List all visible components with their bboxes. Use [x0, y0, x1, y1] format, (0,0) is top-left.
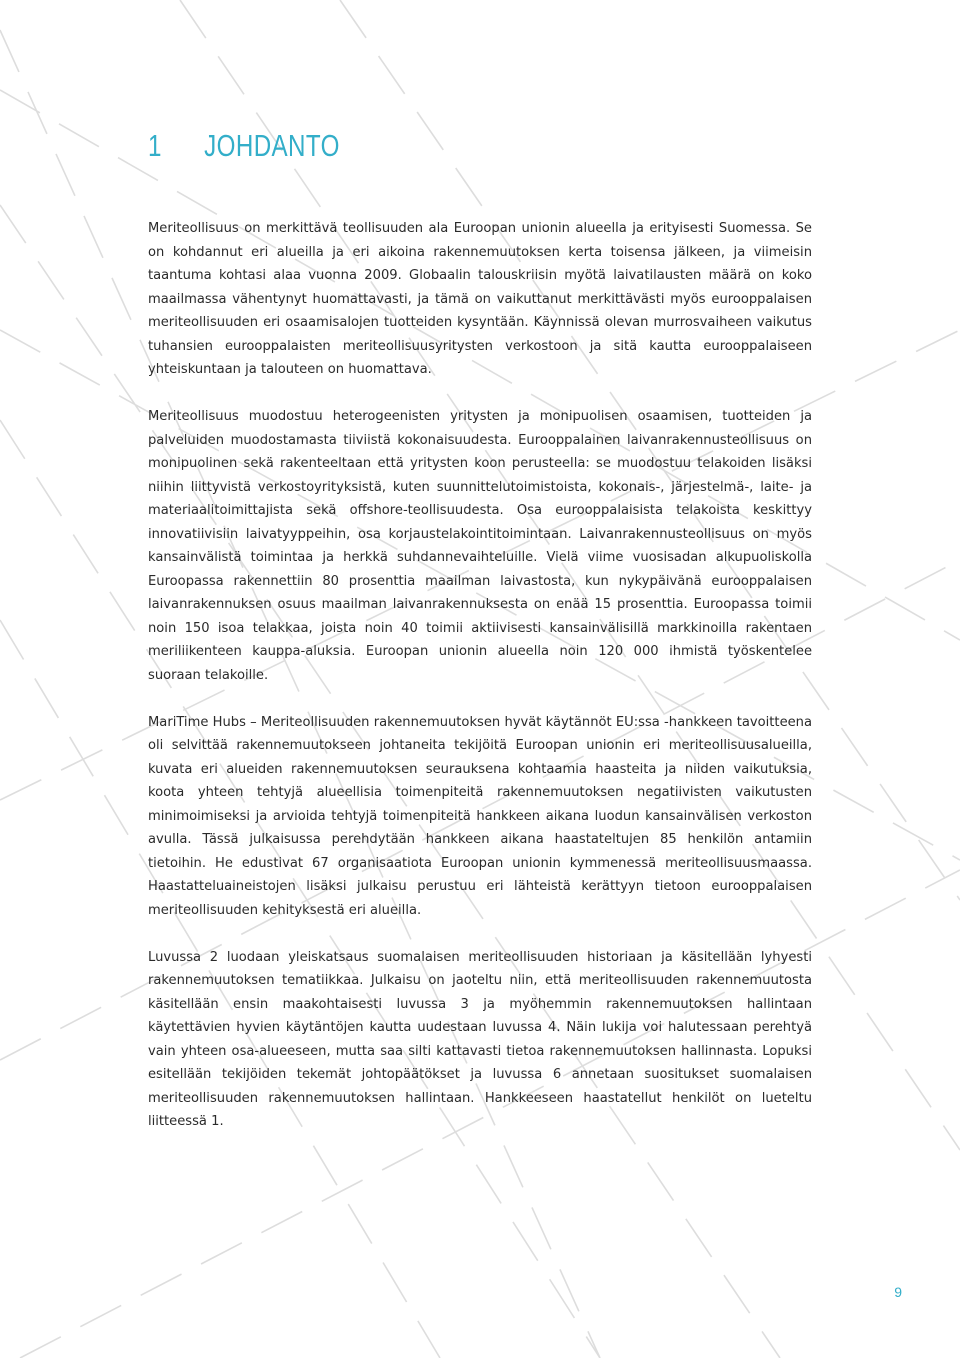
body-text [148, 217, 812, 1157]
paragraph: Luvussa 2 luodaan yleiskatsaus suomalaisen meriteollisuuden historiaan ja käsitellään lyhyesti rakennemuutoksen tematiikkaa. Julkaisu on jaoteltu niin, että meriteollisuuden rakennemuutosta käsitellään ensin maakohtaisesti luvussa 3 ja myöhemmin rakennemuutoksen hallintaan käytettävien hyvien käytäntöjen kautta uudestaan luvussa 4. Näin lukija voi halutessaan perehtyä vain yhteen osa-alueeseen, mutta saa silti kattavasti tietoa rakennemuutoksen hallinnasta. Lopuksi esitellään tekijöiden tekemät johtopäätökset ja luvussa 6 annetaan suositukset suomalaisen meriteollisuuden rakennemuutoksen hallintaan. Hankkeeseen haastatellut henkilöt on lueteltu liitteessä 1. [148, 949, 812, 1129]
chapter-number: 1 [148, 128, 162, 163]
page-number: 9 [894, 1284, 902, 1300]
chapter-title: JOHDANTO [204, 128, 340, 163]
paragraph: MariTime Hubs – Meriteollisuuden rakennemuutoksen hyvät käytännöt EU:ssa -hankkeen tavoitteena oli selvittää rakennemuutokseen johtaneita tekijöitä Euroopan unionin eri meriteollisuusalueilla, kuvata eri alueiden rakennemuutoksen seurauksena kohtaamia haasteita ja niiden vaikutuksia, koota yhteen tehtyjä alueellisia toimenpiteitä rakennemuutoksen negatiivisten vaikutusten minimoimiseksi ja arvioida tehtyjä toimenpiteitä hankkeen aikana luodun kansainvälisen verkoston avulla. Tässä julkaisussa perehdytään hankkeen aikana haastateltujen 85 henkilön antamiin tietoihin. He edustivat 67 organisaatiota Euroopan unionin kymmenessä meriteollisuusmaassa. Haastatteluaineistojen lisäksi julkaisu perustuu eri lähteistä kerättyyn tietoon eurooppalaisen meriteollisuuden kehityksestä eri alueilla. [148, 714, 812, 918]
chapter-heading [148, 128, 340, 164]
paragraph: Meriteollisuus on merkittävä teollisuuden ala Euroopan unionin alueella ja erityisesti Suomessa. Se on kohdannut eri alueilla ja eri aikoina rakennemuutoksen kerta toisensa jälkeen, ja viimeisin taantuma kohtasi alaa vuonna 2009. Globaalin talouskriisin myötä laivatilausten määrä on koko maailmassa vähentynyt huomattavasti, ja tämä on vaikuttanut merkittävästi myös eurooppalaisen meriteollisuuden eri osaamisalojen tuotteiden kysyntään. Käynnissä olevan murrosvaiheen vaikutus tuhansien eurooppalaisten meriteollisuusyritysten verkostoon ja sitä kautta eurooppalaiseen yhteiskuntaan ja talouteen on huomattava. [148, 221, 812, 377]
paragraph: Meriteollisuus muodostuu heterogeenisten yritysten ja monipuolisen osaamisen, tuotteiden ja palveluiden muodostamasta tiiviistä kokonaisuudesta. Eurooppalainen laivanrakennusteollisuus on monipuolinen sekä rakenteeltaan että yritysten koon perusteella: se muodostuu telakoiden lisäksi niihin liittyvistä verkostoyrityksistä, kuten suunnittelutoimistoista, kokonais-, järjestelmä-, laite- ja materiaalitoimittajista sekä offshore-teollisuudesta. Osa eurooppalaisista telakoista keskittyy innovatiivisiin laivatyyppeihin, osa korjaustelakointitoimintaan. Laivanrakennusteollisuus on myös kansainvälistä toimintaa ja herkkä suhdannevaihteluille. Vielä viime vuosisadan alkupuoliskolla Euroopassa rakennettiin 80 prosenttia maailman laivastosta, kun nykypäivänä eurooppalaisen laivanrakennuksen osuus maailman laivanrakennuksesta on enää 15 prosenttia. Euroopassa toimii noin 150 isoa telakkaa, joista noin 40 toimii aktiivisesti kansainvälisillä markkinoilla rakentaen meriliikenteen kauppa-aluksia. Euroopan unionin alueella noin 120 000 ihmistä työskentelee suoraan telakoille. [148, 409, 812, 683]
